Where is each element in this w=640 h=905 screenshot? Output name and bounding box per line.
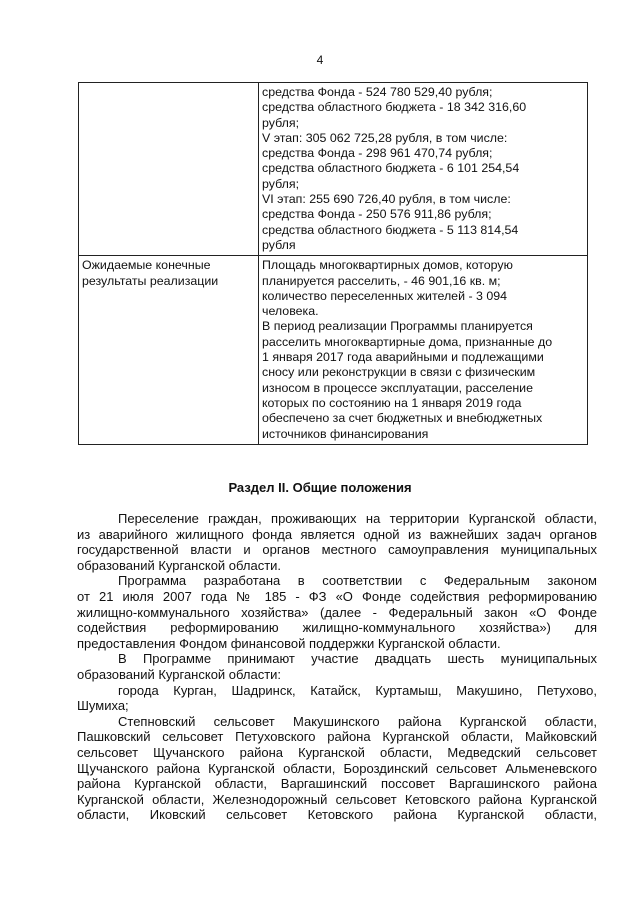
paragraph	[77, 573, 597, 651]
cell-line: рубля;	[262, 115, 300, 130]
cell-line: средства Фонда - 250 576 911,86 рубля;	[262, 207, 492, 222]
text-line: предоставления Фондом финансовой поддержки Курганской области.	[77, 635, 501, 651]
table-row	[79, 83, 588, 256]
cell-line: расселить многоквартирные дома, признанные до	[262, 334, 553, 349]
table-row	[79, 256, 588, 445]
text-line: района Курганской области, Варгашинский поссовет Варгашинского района	[77, 776, 597, 792]
text-line: из аварийного жилищного фонда является одной из важнейших задач органов	[77, 526, 597, 542]
cell-line: Ожидаемые конечные	[82, 258, 211, 273]
text-line: Пашковский сельсовет Петуховского района Курганской области, Майковский	[77, 729, 597, 745]
cell-line: средства Фонда - 524 780 529,40 рубля;	[262, 85, 493, 99]
cell-line: средства областного бюджета - 18 342 316,60	[262, 100, 527, 115]
program-passport-table	[78, 82, 588, 445]
text-line: Программа разработана в соответствии с Федеральным законом	[118, 573, 597, 589]
cell-line: В период реализации Программы планируется	[262, 319, 533, 334]
cell-line: количество переселенных жителей - 3 094	[262, 288, 508, 303]
text-line: Шумиха;	[77, 698, 129, 714]
cell-line: результаты реализации	[82, 273, 219, 288]
text-line: Степновский сельсовет Макушинского района Курганской области,	[118, 713, 597, 729]
cell-line: средства Фонда - 298 961 470,74 рубля;	[262, 146, 493, 161]
cell-line: планируется расселить, - 46 901,16 кв. м;	[262, 273, 501, 288]
row-label	[79, 256, 259, 445]
text-line: области, Иковский сельсовет Кетовского района Курганской области,	[77, 807, 597, 823]
section-title: Раздел II. Общие положения	[228, 480, 412, 495]
text-line: образований Курганской области:	[77, 666, 282, 682]
cell-line: рубля	[262, 237, 296, 252]
cell-line: источников финансирования	[262, 426, 429, 441]
cell-line: средства областного бюджета - 5 113 814,54	[262, 222, 519, 237]
text-line: государственной власти и органов местного самоуправления муниципальных	[77, 542, 597, 558]
body-text	[77, 511, 597, 823]
page-number: 4	[316, 53, 324, 67]
cell-line: которых по состоянию на 1 января 2019 года	[262, 395, 522, 410]
cell-line: VI этап: 255 690 726,40 рубля, в том числе:	[262, 192, 511, 207]
text-line: Переселение граждан, проживающих на территории Курганской области,	[118, 511, 597, 526]
row-value	[259, 256, 588, 445]
text-line: города Курган, Шадринск, Катайск, Куртамыш, Макушино, Петухово,	[118, 682, 597, 698]
cell-line: износом в процессе эксплуатации, расселение	[262, 380, 533, 395]
cell-line: Площадь многоквартирных домов, которую	[262, 258, 513, 273]
paragraph	[77, 651, 597, 682]
cell-line: сносу или реконструкции в связи с физическим	[262, 365, 536, 380]
text-line: В Программе принимают участие двадцать шесть муниципальных	[118, 651, 597, 667]
text-line: содействия реформированию жилищно-коммунального хозяйства») для	[77, 620, 597, 636]
row-value	[259, 83, 588, 256]
row-label	[79, 83, 259, 256]
text-line: Щучанского района Курганской области, Бороздинский сельсовет Альменевского	[77, 760, 597, 776]
paragraph	[77, 683, 597, 714]
text-line: от 21 июля 2007 года № 185 - ФЗ «О Фонде содействия реформированию	[77, 588, 597, 604]
cell-line: человека.	[262, 304, 319, 319]
paragraph	[77, 511, 597, 573]
cell-line: V этап: 305 062 725,28 рубля, в том числе:	[262, 130, 508, 145]
paragraph	[77, 714, 597, 823]
cell-line: 1 января 2017 года аварийными и подлежащими	[262, 350, 544, 365]
text-line: Курганской области, Железнодорожный сельсовет Кетовского района Курганской	[77, 791, 597, 807]
text-line: образований Курганской области.	[77, 557, 282, 573]
cell-line: средства областного бюджета - 6 101 254,54	[262, 161, 520, 176]
text-line: жилищно-коммунального хозяйства» (далее - Федеральный закон «О Фонде	[77, 604, 597, 620]
text-line: сельсовет Щучанского района Курганской области, Медведский сельсовет	[77, 744, 597, 760]
cell-line: обеспечено за счет бюджетных и внебюджетных	[262, 411, 543, 426]
cell-line: рубля;	[262, 176, 300, 191]
